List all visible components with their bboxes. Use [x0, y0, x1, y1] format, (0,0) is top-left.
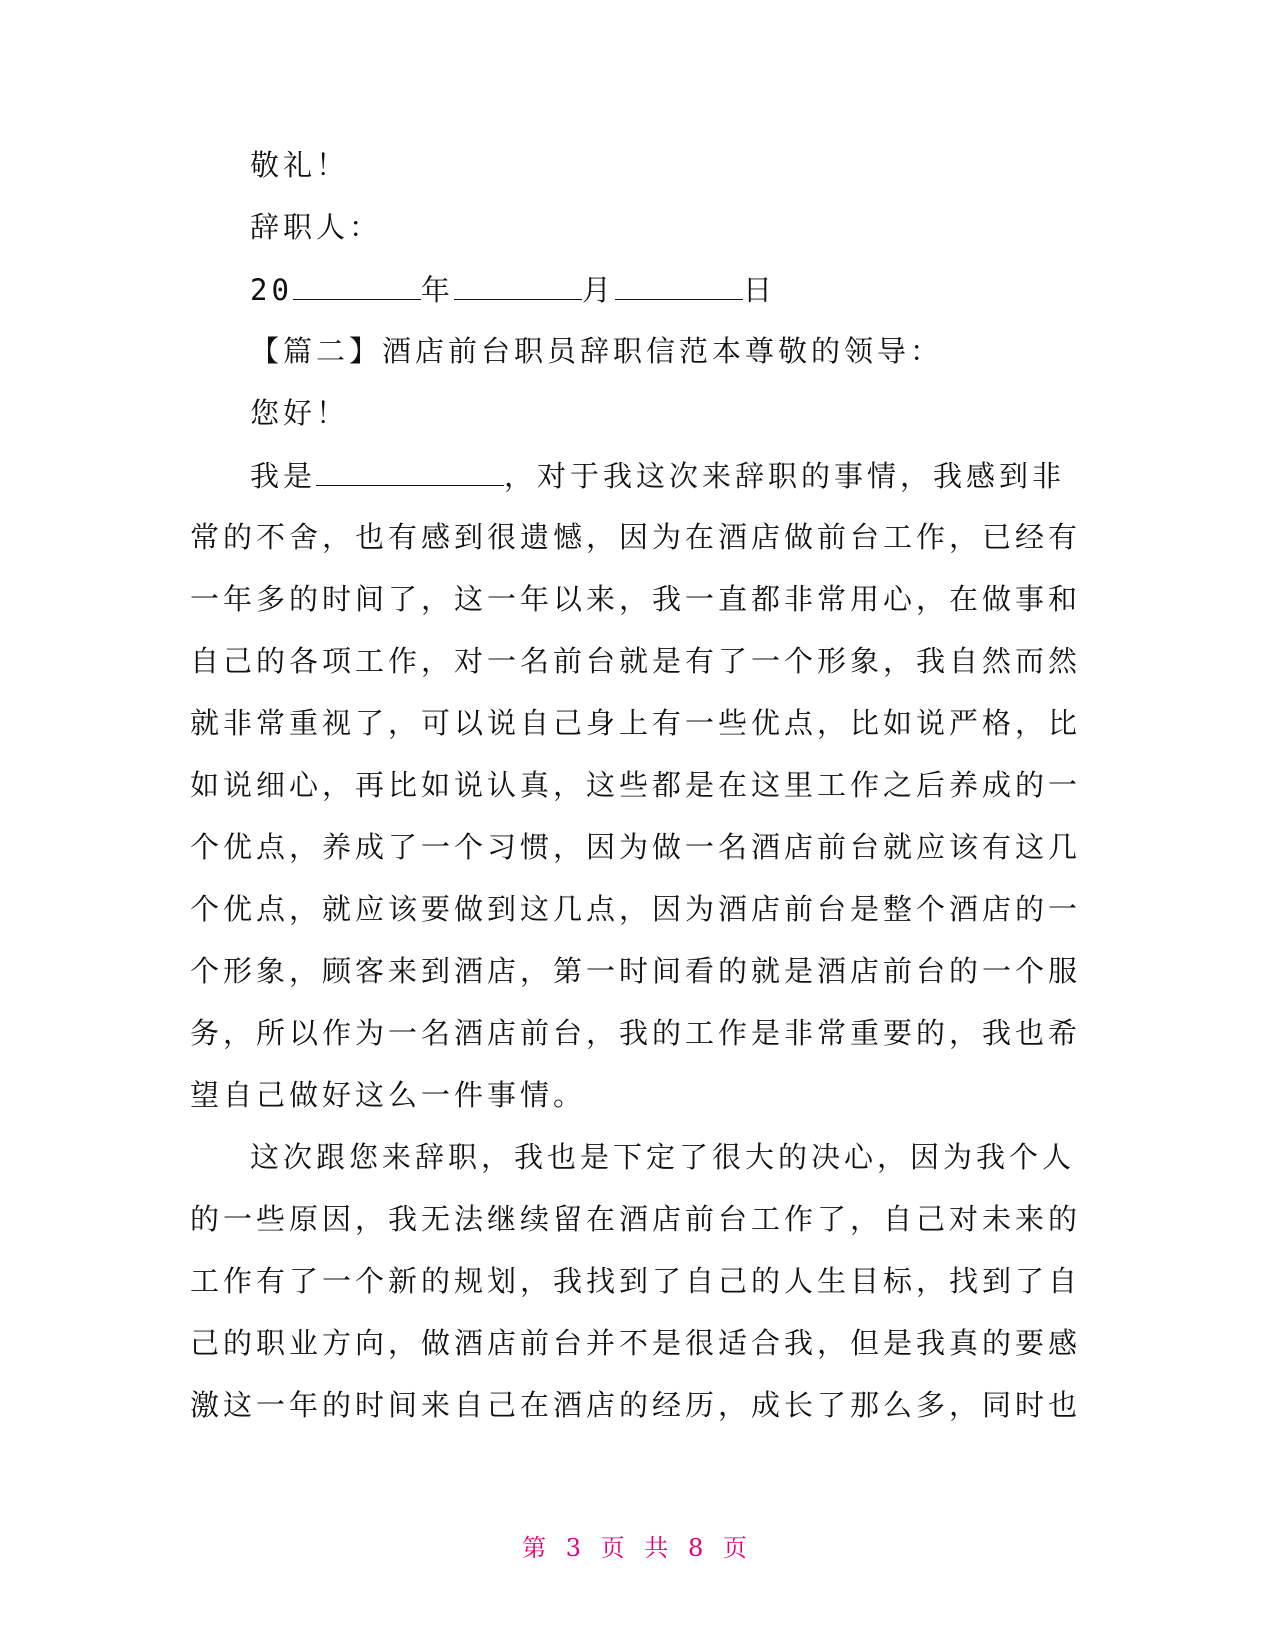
paragraph-line: 己的职业方向，做酒店前台并不是很适合我，但是我真的要感 — [190, 1326, 1082, 1360]
section-heading: 【篇二】酒店前台职员辞职信范本尊敬的领导： — [250, 334, 944, 368]
day-label: 日 — [742, 273, 776, 307]
year-blank — [293, 269, 421, 300]
paragraph-line: 工作有了一个新的规划，我找到了自己的人生目标，找到了自 — [190, 1264, 1082, 1298]
signer-label: 辞职人： — [250, 210, 383, 244]
greeting: 您好！ — [250, 396, 350, 430]
closing-salute: 敬礼！ — [250, 148, 350, 182]
paragraph-line: 一年多的时间了，这一年以来，我一直都非常用心，在做事和 — [190, 582, 1082, 616]
paragraph-line: 个优点，养成了一个习惯，因为做一名酒店前台就应该有这几 — [190, 830, 1082, 864]
day-blank — [615, 269, 743, 300]
paragraph-line: 就非常重视了，可以说自己身上有一些优点，比如说严格，比 — [190, 706, 1082, 740]
paragraph-line: 个优点，就应该要做到这几点，因为酒店前台是整个酒店的一 — [190, 892, 1082, 926]
paragraph-line: 自己的各项工作，对一名前台就是有了一个形象，我自然而然 — [190, 644, 1082, 678]
month-label: 月 — [581, 273, 615, 307]
date-prefix: 20 — [250, 273, 293, 307]
year-label: 年 — [420, 273, 454, 307]
para1-line-0: ，对于我这次来辞职的事情，我感到非 — [504, 459, 1066, 493]
paragraph-line: 务，所以作为一名酒店前台，我的工作是非常重要的，我也希 — [190, 1016, 1082, 1050]
page-number: 第 3 页 共 8 页 — [522, 1534, 753, 1562]
paragraph-line: 激这一年的时间来自己在酒店的经历，成长了那么多，同时也 — [190, 1388, 1082, 1422]
paragraph-line: 的一些原因，我无法继续留在酒店前台工作了，自己对未来的 — [190, 1202, 1082, 1236]
paragraph-2-first-line: 这次跟您来辞职，我也是下定了很大的决心，因为我个人 — [250, 1140, 1076, 1174]
name-blank — [316, 455, 504, 486]
date-line — [250, 269, 1150, 310]
month-blank — [454, 269, 582, 300]
paragraph-line: 望自己做好这么一件事情。 — [190, 1078, 587, 1112]
para1-start: 我是 — [250, 459, 317, 493]
paragraph-line: 常的不舍，也有感到很遗憾，因为在酒店做前台工作，已经有 — [190, 520, 1082, 554]
paragraph-line: 个形象，顾客来到酒店，第一时间看的就是酒店前台的一个服 — [190, 954, 1082, 988]
paragraph-1-first-line — [250, 455, 1150, 496]
paragraph-line: 如说细心，再比如说认真，这些都是在这里工作之后养成的一 — [190, 768, 1082, 802]
